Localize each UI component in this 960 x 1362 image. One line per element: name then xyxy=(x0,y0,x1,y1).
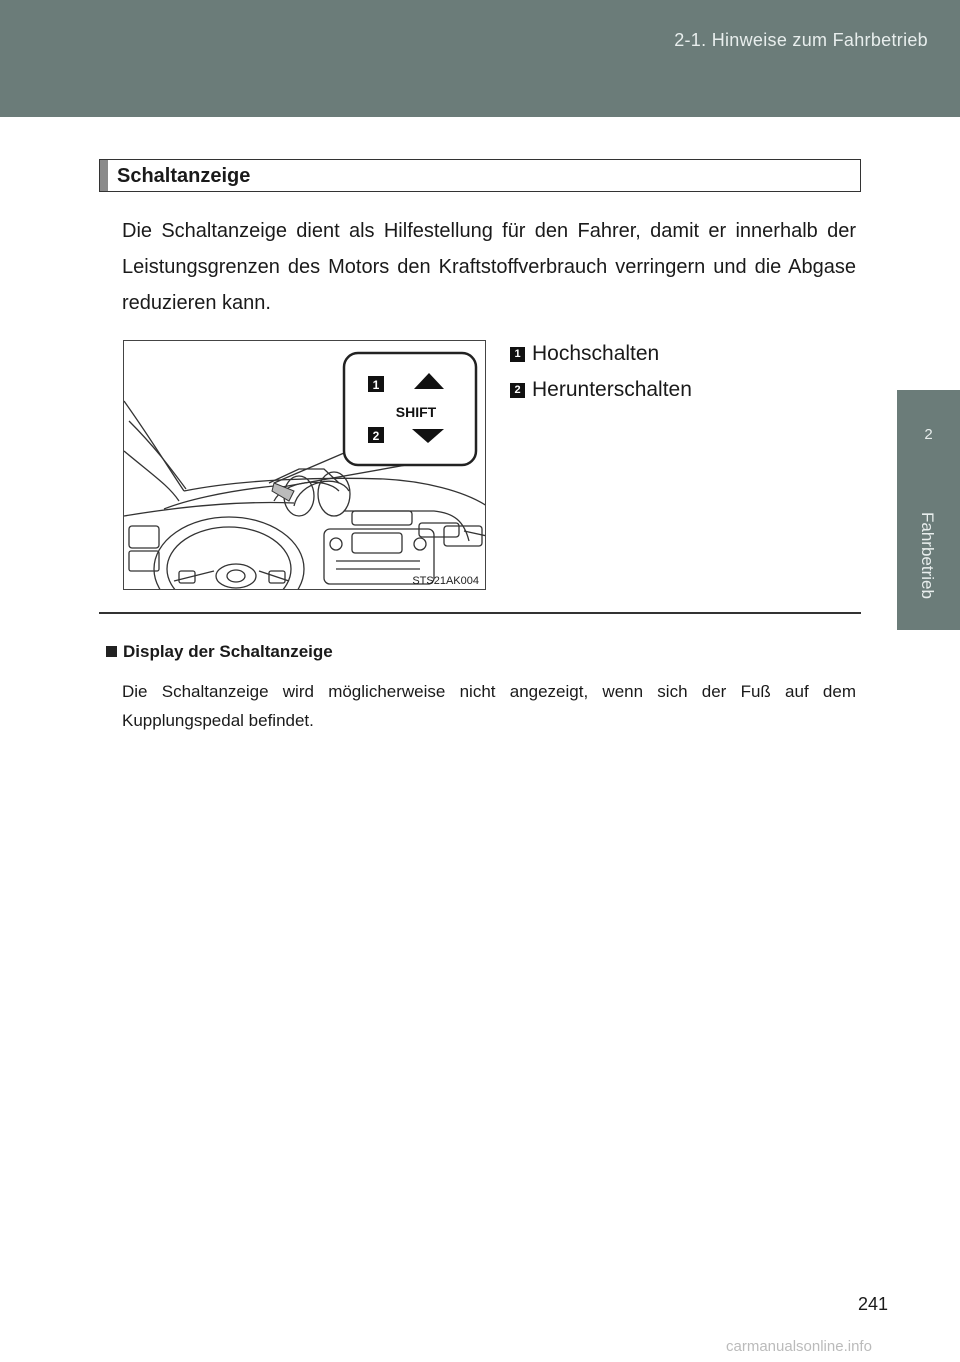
section-title: Schaltanzeige xyxy=(117,165,251,187)
figure-legend xyxy=(510,336,760,408)
chapter-tab[interactable] xyxy=(897,390,960,630)
note-title: Display der Schaltanzeige xyxy=(123,642,333,661)
dashboard-illustration xyxy=(123,340,486,590)
section-header: 2-1. Hinweise zum Fahrbetrieb xyxy=(674,30,928,50)
note-title-row xyxy=(106,642,333,662)
intro-paragraph: Die Schaltanzeige dient als Hilfestellung für den Fahrer, damit er innerhalb der Leistungsgrenzen des Motors den Kraftstoffverbrauch verringern und die Abgase reduzieren kann. xyxy=(122,220,856,314)
chapter-number: 2 xyxy=(924,426,933,443)
header-bar xyxy=(0,0,960,117)
section-divider xyxy=(99,612,861,614)
chapter-label: Fahrbetrieb xyxy=(918,511,937,599)
marker-down-number: 2 xyxy=(372,429,380,443)
figure-code: STS21AK004 xyxy=(412,575,479,587)
title-accent-stripe xyxy=(100,160,108,191)
note-body: Die Schaltanzeige wird möglicherweise nicht angezeigt, wenn sich der Fuß auf dem Kupplungspedal befindet. xyxy=(122,682,856,730)
section-title-box xyxy=(99,159,861,192)
legend-number-badge: 2 xyxy=(510,383,525,398)
square-bullet-icon xyxy=(106,646,117,657)
marker-up-number: 1 xyxy=(372,378,380,392)
legend-label: Herunterschalten xyxy=(532,378,692,401)
legend-item xyxy=(510,372,760,408)
watermark: carmanualsonline.info xyxy=(726,1338,872,1355)
legend-number-badge: 1 xyxy=(510,347,525,362)
legend-label: Hochschalten xyxy=(532,342,660,365)
dashboard-drawing xyxy=(124,341,486,590)
page-number: 241 xyxy=(857,1294,888,1314)
legend-item xyxy=(510,336,760,372)
shift-label: SHIFT xyxy=(395,404,437,420)
